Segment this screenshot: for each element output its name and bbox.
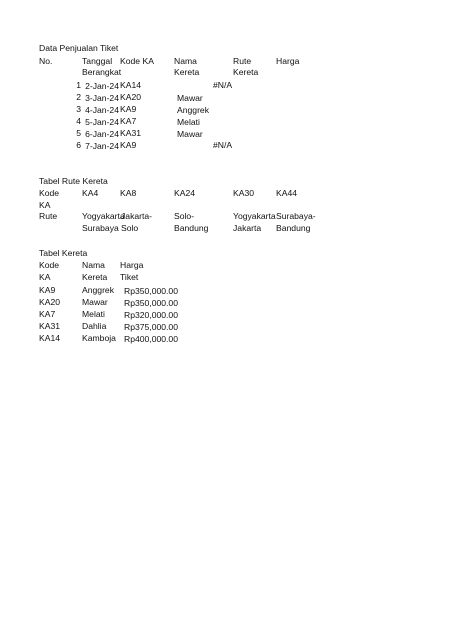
route-cell-rute: Yogyakarta	[82, 211, 125, 221]
sales-cell-kode: KA14	[120, 80, 142, 90]
sales-cell-tanggal: 3-Jan-24	[85, 93, 119, 103]
route-cell-rute-line2: Solo	[121, 223, 139, 233]
sales-cell-kode: KA9	[120, 140, 137, 150]
sales-cell-no: 3	[76, 104, 81, 114]
train-cell-harga: Rp375,000.00	[124, 322, 178, 332]
train-cell-harga: Rp400,000.00	[124, 334, 178, 344]
route-header-kode: Kode	[39, 188, 60, 198]
sales-cell-tanggal: 5-Jan-24	[85, 117, 119, 127]
sales-cell-nama: Melati	[177, 117, 200, 127]
sales-cell-nama: Mawar	[177, 93, 203, 103]
train-cell-nama: Anggrek	[82, 285, 115, 295]
train-header-harga-line2: Tiket	[120, 272, 139, 282]
sales-cell-tanggal: 7-Jan-24	[85, 141, 119, 151]
sales-cell-rute: #N/A	[213, 140, 233, 150]
route-header-kode-line2: KA	[39, 200, 51, 210]
route-table-title: Tabel Rute Kereta	[39, 176, 108, 186]
sales-header-tanggal-line2: Berangkat	[82, 67, 122, 77]
train-cell-kode: KA14	[39, 333, 61, 343]
train-cell-kode: KA31	[39, 321, 61, 331]
sales-cell-nama: Anggrek	[177, 105, 210, 115]
sales-table-title: Data Penjualan Tiket	[39, 43, 119, 53]
route-cell-rute: Yogyakarta	[233, 211, 276, 221]
train-header-harga: Harga	[120, 260, 144, 270]
route-cell-rute: Surabaya-	[276, 211, 316, 221]
train-header-kode-line2: KA	[39, 272, 51, 282]
sales-header-rute-line2: Kereta	[233, 67, 259, 77]
sales-cell-kode: KA9	[120, 104, 137, 114]
train-cell-harga: Rp320,000.00	[124, 310, 178, 320]
route-cell-rute-line2: Surabaya	[82, 223, 119, 233]
train-header-kode: Kode	[39, 260, 60, 270]
route-cell-rute: Solo-	[174, 211, 195, 221]
sales-cell-kode: KA20	[120, 92, 142, 102]
route-cell-kode: KA44	[276, 188, 298, 198]
sales-cell-kode: KA7	[120, 116, 137, 126]
sales-header-rute: Rute	[233, 56, 252, 66]
train-cell-nama: Melati	[82, 309, 105, 319]
sales-cell-tanggal: 4-Jan-24	[85, 105, 119, 115]
train-cell-nama: Kamboja	[82, 333, 116, 343]
train-cell-kode: KA7	[39, 309, 56, 319]
route-cell-rute-line2: Bandung	[276, 223, 311, 233]
sales-header-kode: Kode KA	[120, 56, 154, 66]
train-cell-harga: Rp350,000.00	[124, 286, 178, 296]
sales-cell-no: 4	[76, 116, 81, 126]
sales-header-nama-line2: Kereta	[174, 67, 200, 77]
route-cell-rute: Jakarta-	[121, 211, 153, 221]
sales-cell-rute: #N/A	[213, 80, 233, 90]
train-table-title: Tabel Kereta	[39, 248, 88, 258]
train-header-nama-line2: Kereta	[82, 272, 108, 282]
route-cell-kode: KA24	[174, 188, 196, 198]
sales-cell-no: 1	[76, 80, 81, 90]
sales-cell-tanggal: 6-Jan-24	[85, 129, 119, 139]
train-cell-nama: Mawar	[82, 297, 108, 307]
sales-cell-kode: KA31	[120, 128, 142, 138]
sales-cell-nama: Mawar	[177, 129, 203, 139]
route-header-rute: Rute	[39, 211, 58, 221]
route-cell-kode: KA30	[233, 188, 255, 198]
train-cell-harga: Rp350,000.00	[124, 298, 178, 308]
sales-header-no: No.	[39, 56, 53, 66]
train-cell-kode: KA20	[39, 297, 61, 307]
train-cell-nama: Dahlia	[82, 321, 107, 331]
sales-cell-no: 2	[76, 92, 81, 102]
route-cell-rute-line2: Jakarta	[233, 223, 262, 233]
train-cell-kode: KA9	[39, 285, 56, 295]
sales-header-harga: Harga	[276, 56, 300, 66]
sales-cell-no: 6	[76, 140, 81, 150]
sales-header-nama: Nama	[174, 56, 197, 66]
sales-header-tanggal: Tanggal	[82, 56, 113, 66]
sales-cell-tanggal: 2-Jan-24	[85, 81, 119, 91]
train-header-nama: Nama	[82, 260, 105, 270]
route-cell-rute-line2: Bandung	[174, 223, 209, 233]
sales-cell-no: 5	[76, 128, 81, 138]
route-cell-kode: KA4	[82, 188, 99, 198]
route-cell-kode: KA8	[120, 188, 137, 198]
